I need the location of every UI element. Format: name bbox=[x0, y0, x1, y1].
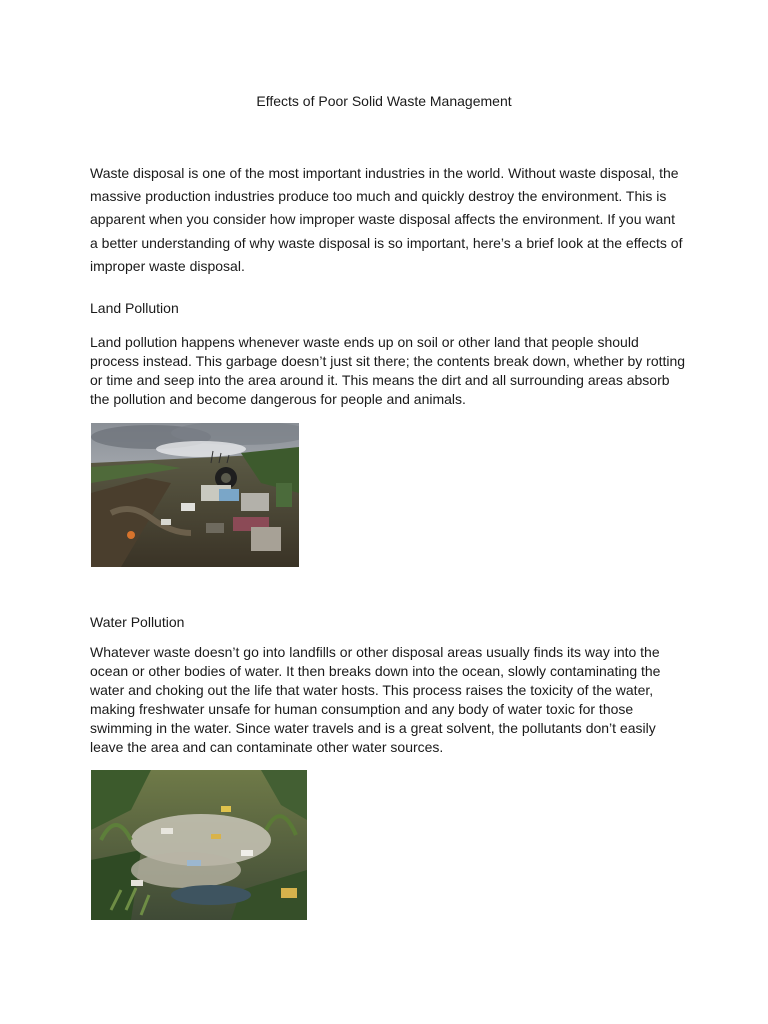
intro-paragraph: Waste disposal is one of the most important industries in the world. Without waste disposal, the massive production industries produce too much and quickly destroy the environment. This is apparent when you consider how improper waste disposal affects the environment. If you want a better understanding of why waste disposal is so important, here’s a brief look at the effects of improper waste disposal. bbox=[90, 165, 683, 274]
document-title: Effects of Poor Solid Waste Management bbox=[256, 93, 512, 109]
section-heading-land-pollution: Land Pollution bbox=[90, 300, 179, 316]
section-heading-water-pollution: Water Pollution bbox=[90, 614, 185, 630]
section-body-land-pollution: Land pollution happens whenever waste ends up on soil or other land that people should process instead. This garbage doesn’t just sit there; the contents break down, whether by rotting or time and seep into the area around it. This means the dirt and all surrounding areas absorb the pollution and become dangerous for people and animals. bbox=[90, 334, 686, 407]
water-pollution-photo bbox=[91, 770, 307, 920]
section-body-water-pollution: Whatever waste doesn’t go into landfills or other disposal areas usually finds its way into the ocean or other bodies of water. It then breaks down into the ocean, slowly contaminating the water and choking out the life that water hosts. This process raises the toxicity of the water, making freshwater unsafe for human consumption and any body of water toxic for those swimming in the water. Since water travels and is a great solvent, the pollutants don’t easily leave the area and can contaminate other water sources. bbox=[90, 644, 661, 755]
land-pollution-photo bbox=[91, 423, 299, 567]
